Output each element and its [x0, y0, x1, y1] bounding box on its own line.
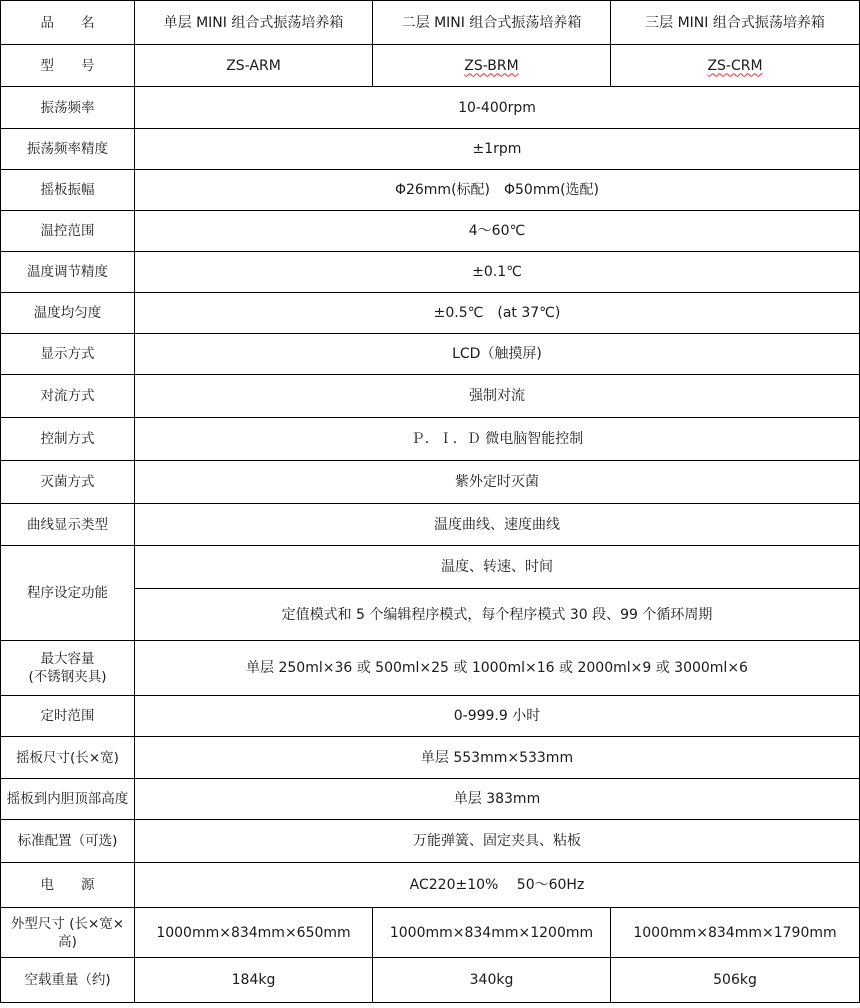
model-value-2: ZS-BRM: [464, 57, 519, 74]
model-row: [1, 45, 860, 87]
row-value: 万能弹簧、固定夹具、粘板: [135, 820, 860, 863]
model-col-2: [373, 45, 611, 87]
spec-row-dimensions: [1, 908, 860, 958]
dimensions-col-2: 1000mm×834mm×1200mm: [373, 908, 611, 958]
dimensions-col-1: 1000mm×834mm×650mm: [135, 908, 373, 958]
header-col-1: 单层 MINI 组合式振荡培养箱: [135, 1, 373, 45]
row-label: 电 源: [1, 863, 135, 908]
row-value: 0-999.9 小时: [135, 696, 860, 737]
capacity-label: [1, 641, 135, 696]
spec-row-frequency-accuracy: [1, 129, 860, 170]
dimensions-col-3: 1000mm×834mm×1790mm: [611, 908, 860, 958]
row-label: 定时范围: [1, 696, 135, 737]
spec-row-program-1: [1, 546, 860, 589]
weight-col-2: 340kg: [373, 958, 611, 1003]
spec-row-shaking-frequency: [1, 87, 860, 129]
spec-row-capacity: [1, 641, 860, 696]
header-row: [1, 1, 860, 45]
row-value: ±0.5℃ (at 37℃): [135, 293, 860, 334]
spec-row-temp-range: [1, 211, 860, 252]
row-value: Φ26mm(标配) Φ50mm(选配): [135, 170, 860, 211]
spec-row-timer: [1, 696, 860, 737]
weight-label: 空载重量（约): [1, 958, 135, 1003]
row-label: 显示方式: [1, 334, 135, 375]
dimensions-label: 外型尺寸 (长×宽×高): [1, 908, 135, 958]
row-label: 摇板振幅: [1, 170, 135, 211]
header-label: 品 名: [1, 1, 135, 45]
model-col-1: [135, 45, 373, 87]
row-value: ±0.1℃: [135, 252, 860, 293]
spec-row-display: [1, 334, 860, 375]
row-label: 控制方式: [1, 418, 135, 461]
spec-row-plate-size: [1, 737, 860, 779]
spec-row-temp-accuracy: [1, 252, 860, 293]
row-value: 4～60℃: [135, 211, 860, 252]
spec-row-plate-height: [1, 779, 860, 820]
row-label: 灭菌方式: [1, 461, 135, 504]
row-label: 标准配置（可选): [1, 820, 135, 863]
program-label: 程序设定功能: [1, 546, 135, 641]
row-label: 温控范围: [1, 211, 135, 252]
spec-row-amplitude: [1, 170, 860, 211]
row-label: 摇板尺寸(长×宽): [1, 737, 135, 779]
weight-col-3: 506kg: [611, 958, 860, 1003]
capacity-label-line-2: (不锈钢夹具): [28, 669, 107, 685]
row-value: AC220±10% 50～60Hz: [135, 863, 860, 908]
row-value: ±1rpm: [135, 129, 860, 170]
spec-row-temp-uniformity: [1, 293, 860, 334]
row-value: 强制对流: [135, 375, 860, 418]
model-label: 型 号: [1, 45, 135, 87]
row-value: LCD（触摸屏): [135, 334, 860, 375]
header-col-3: 三层 MINI 组合式振荡培养箱: [611, 1, 860, 45]
spec-row-convection: [1, 375, 860, 418]
capacity-label-line-1: 最大容量: [40, 651, 95, 667]
row-label: 振荡频率精度: [1, 129, 135, 170]
capacity-value: 单层 250ml×36 或 500ml×25 或 1000ml×16 或 2000ml×9 或 3000ml×6: [135, 641, 860, 696]
row-label: 摇板到内胆顶部高度: [1, 779, 135, 820]
spec-row-standard-config: [1, 820, 860, 863]
model-value-1: ZS-ARM: [226, 57, 281, 74]
program-line-1: 温度、转速、时间: [135, 546, 860, 589]
spec-row-sterilization: [1, 461, 860, 504]
program-line-2: 定值模式和 5 个编辑程序模式，每个程序模式 30 段、99 个循环周期: [135, 589, 860, 641]
spec-row-power: [1, 863, 860, 908]
row-value: 10-400rpm: [135, 87, 860, 129]
row-value: 温度曲线、速度曲线: [135, 504, 860, 546]
row-label: 振荡频率: [1, 87, 135, 129]
row-value: Ｐ．Ｉ．Ｄ 微电脑智能控制: [135, 418, 860, 461]
spec-row-control: [1, 418, 860, 461]
spec-row-curve-display: [1, 504, 860, 546]
model-col-3: [611, 45, 860, 87]
row-label: 温度调节精度: [1, 252, 135, 293]
row-value: 紫外定时灭菌: [135, 461, 860, 504]
header-col-2: 二层 MINI 组合式振荡培养箱: [373, 1, 611, 45]
row-label: 曲线显示类型: [1, 504, 135, 546]
weight-col-1: 184kg: [135, 958, 373, 1003]
row-value: 单层 553mm×533mm: [135, 737, 860, 779]
row-label: 温度均匀度: [1, 293, 135, 334]
spec-row-weight: [1, 958, 860, 1003]
model-value-3: ZS-CRM: [707, 57, 763, 74]
row-value: 单层 383mm: [135, 779, 860, 820]
row-label: 对流方式: [1, 375, 135, 418]
